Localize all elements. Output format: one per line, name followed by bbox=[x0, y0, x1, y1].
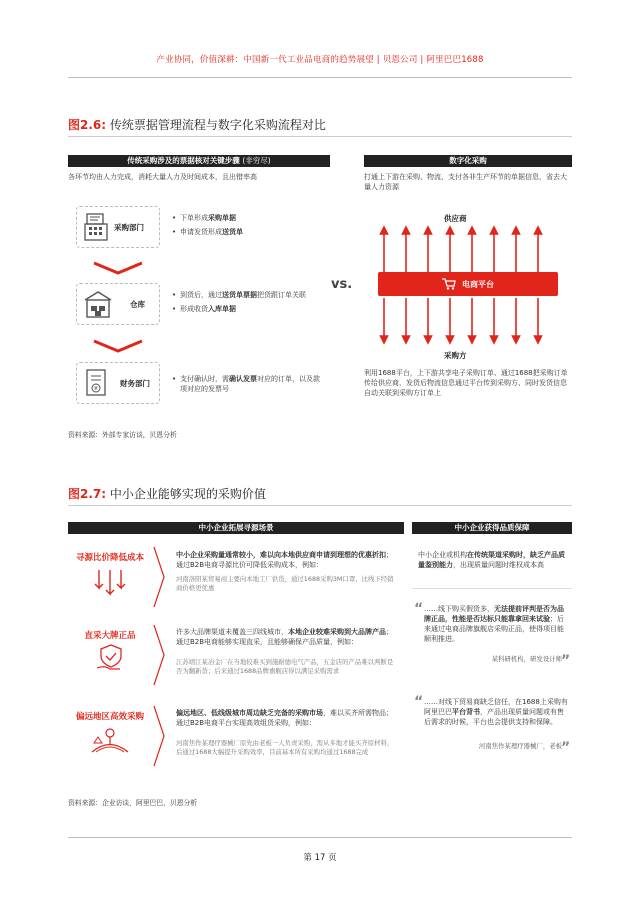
row-example: 河南焦作某理疗器械厂原先由老板一人负责采购，需从多地才能买齐原材料，后通过1688大幅提升采购效率，目前基本所有采购均通过1688完成 bbox=[176, 739, 394, 756]
row-main-text: 偏远地区、低线级城市周边缺乏完备的采购市场，难以买齐所需物品；通过B2B电商平台实现高效组货采购，例如： bbox=[176, 709, 393, 727]
procurement-dept-box bbox=[76, 206, 160, 248]
traditional-process-bar: 传统采购涉及的票据核对关键步骤 (非穷尽) bbox=[68, 155, 330, 167]
step-label: 财务部门 bbox=[120, 378, 150, 388]
figure-divider bbox=[68, 505, 572, 506]
step-label: 仓库 bbox=[130, 299, 145, 309]
chevron-down-icon bbox=[92, 339, 144, 353]
figure-number: 图2.7: bbox=[68, 487, 107, 501]
bullet-item: • 形成收货入库单据 bbox=[172, 304, 322, 314]
quote-mark-icon: ” bbox=[561, 740, 571, 756]
row-category: 偏远地区高效采购 bbox=[75, 712, 144, 722]
source-note: 资料来源：外部专家访谈，贝恩分析 bbox=[68, 431, 177, 439]
down-arrows-icon bbox=[94, 568, 126, 598]
quote-mark-icon: “ bbox=[414, 694, 424, 710]
footer-divider bbox=[68, 837, 572, 838]
page-header: 产业协同，价值深耕：中国新一代工业品电商的趋势展望 | 贝恩公司 | 阿里巴巴1688 bbox=[156, 55, 484, 65]
invoice-icon bbox=[84, 368, 110, 398]
source-note: 资料来源：企业访谈，阿里巴巴，贝恩分析 bbox=[68, 799, 198, 807]
platform-label: 电商平台 bbox=[462, 279, 494, 289]
quote-2: ……对线下贸易商缺乏信任，在1688上采购有阿里巴巴平台背书，产品出现质量问题或有售后需求的时候，平台也会提供支持和保障。 bbox=[424, 698, 568, 726]
bullet-item: • 下单形成采购单据 bbox=[172, 213, 322, 223]
warehouse-bullets bbox=[172, 290, 322, 314]
bullet-item: • 到货后，通过送货单票据把货跟订单关联 bbox=[172, 290, 322, 300]
row-bracket bbox=[152, 546, 166, 608]
row-bracket bbox=[152, 705, 166, 767]
row-bracket bbox=[152, 624, 166, 686]
register-icon bbox=[84, 212, 110, 242]
row-main-text: 许多大品牌渠道未覆盖三四线城市，本地企业较难采购到大品牌产品；通过B2B电商能够实现直采，且能够确保产品质量，例如： bbox=[176, 628, 393, 646]
procurement-bullets bbox=[172, 213, 322, 237]
figure-title-text: 中小企业能够实现的采购价值 bbox=[109, 487, 266, 501]
finance-bullets bbox=[172, 374, 322, 394]
chevron-down-icon bbox=[92, 261, 144, 275]
svg-text:¥: ¥ bbox=[94, 385, 98, 393]
row-category: 直采大牌正品 bbox=[84, 631, 136, 641]
vs-label: vs. bbox=[331, 277, 353, 292]
quote-2-attribution: 河南焦作某理疗器械厂，老板 bbox=[478, 742, 562, 750]
figure-2-6-title bbox=[68, 116, 326, 133]
digital-intro: 打通上下游在采购、物流、支付各非生产环节的单据信息，省去大量人力资源 bbox=[364, 173, 567, 191]
row-main-text: 中小企业采购量通常较小，难以向本地供应商申请到理想的优惠折扣；通过B2B电商寻源比价可降低采购成本，例如： bbox=[176, 551, 393, 569]
supplier-label: 供应商 bbox=[444, 214, 467, 223]
buyer-label: 采购方 bbox=[444, 351, 467, 360]
finance-dept-box bbox=[76, 362, 160, 404]
digital-process-bar: 数字化采购 bbox=[364, 155, 572, 167]
quote-1: ……线下购买假货多，无法提前评判是否为品牌正品，性能是否达标只能靠拿回来试验；后来通过电商品牌旗舰店采购正品，使得项目能顺利推进。 bbox=[424, 605, 564, 643]
quote-divider bbox=[412, 588, 572, 589]
quality-assurance-bar: 中小企业获得品质保障 bbox=[412, 522, 572, 534]
quality-intro: 中小企业或机构在传统渠道采购时，缺乏产品质量鉴别能力，出现质量问题时维权成本高 bbox=[418, 551, 565, 569]
step-label: 采购部门 bbox=[114, 222, 144, 232]
page-number: 第 17 页 bbox=[303, 853, 337, 863]
warehouse-box bbox=[76, 283, 160, 325]
figure-divider bbox=[68, 136, 572, 137]
header-divider bbox=[68, 77, 572, 78]
quote-mark-icon: “ bbox=[414, 601, 424, 617]
quote-1-attribution: 某科研机构，研发设计师 bbox=[491, 655, 562, 663]
bullet-item: • 申请发货形成送货单 bbox=[172, 227, 322, 237]
figure-title-text: 传统票据管理流程与数字化采购流程对比 bbox=[109, 118, 326, 132]
figure-number: 图2.6: bbox=[68, 118, 107, 132]
shield-hand-icon bbox=[96, 644, 126, 672]
row-example: 江苏靖江某冶金厂在当地较难买到施耐德电气产品，五金店的产品难以判断是否为翻新货；后来通过1688品牌旗舰店得以满足采购需求 bbox=[176, 658, 394, 675]
ecommerce-platform-bar bbox=[378, 272, 558, 296]
quote-mark-icon: ” bbox=[561, 653, 571, 669]
sourcing-scenarios-bar: 中小企业拓展寻源场景 bbox=[68, 522, 404, 534]
row-category: 寻源比价降低成本 bbox=[75, 553, 144, 563]
landscape-icon bbox=[90, 725, 130, 755]
bullet-item: • 支付确认时，需确认发票对应的订单，以及款项对应的发票号 bbox=[172, 374, 322, 394]
cart-icon bbox=[442, 278, 456, 290]
figure-2-7-title bbox=[68, 485, 266, 502]
traditional-intro: 各环节均由人力完成，消耗大量人力及时间成本，且出错率高 bbox=[68, 173, 257, 181]
row-example: 河南洛阳某贸易商主要向本地工厂供货，通过1688采购3M口罩，比线下经销商价格更优惠 bbox=[176, 575, 394, 592]
warehouse-icon bbox=[84, 289, 112, 319]
digital-description: 利用1688平台，上下游共享电子采购订单、通过1688把采购订单传给供应商，发货后物流信息通过平台传到采购方、同时发货信息自动关联到采购方订单上 bbox=[364, 369, 568, 397]
